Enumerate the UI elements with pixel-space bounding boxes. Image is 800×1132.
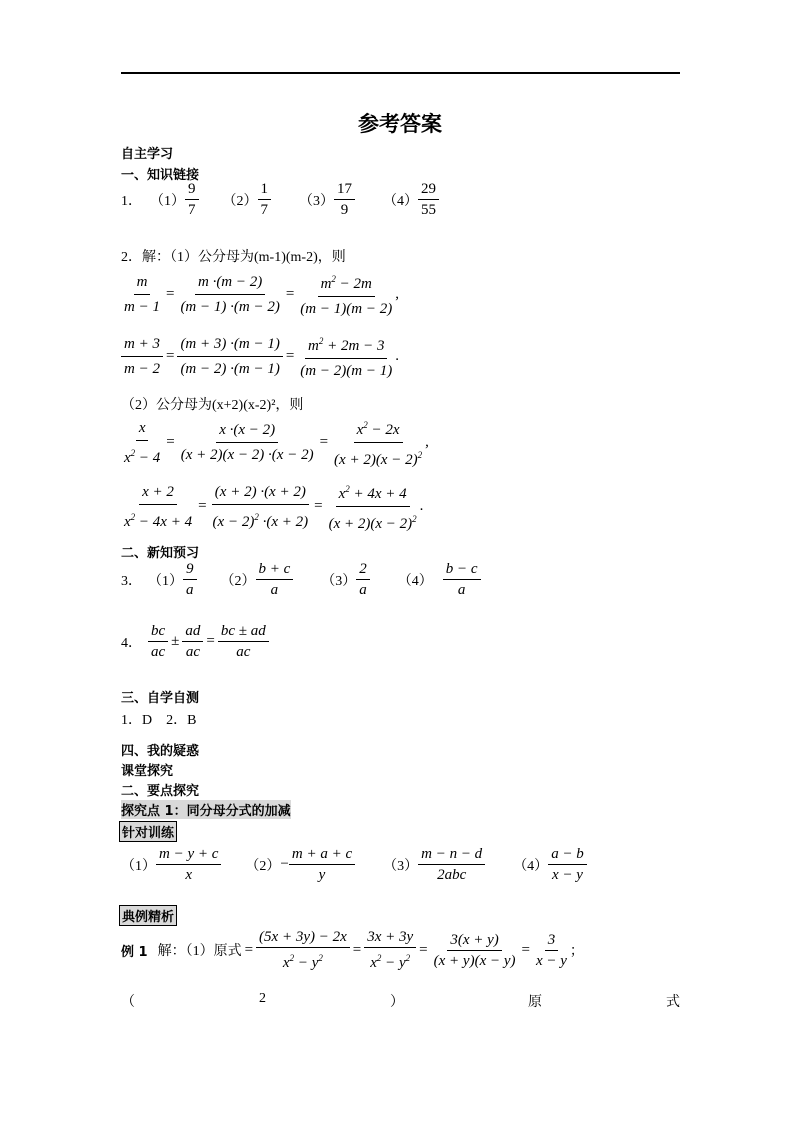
last-line [121,991,680,1011]
q1-row [121,180,439,219]
q2-equation-2: $\frac{m + 3}{m - 2}$ = $\frac{(m + 3) \cdot(m - 1)}{(m - 2) \cdot(m - 1)}$ = $\frac{m^2 + 2m - 3}{(m - 2)(m - 1)}$ . [121,330,399,382]
section-yaodian: 二、要点探究 [121,784,200,799]
drill-sign-2: − [280,856,289,872]
q3-frac-3: $\frac{2}{a}$ [356,560,370,599]
drill-frac-2: $\frac{m + a + c}{y}$ [289,845,355,884]
header-rule [121,72,680,74]
last-line-token: （ [121,995,135,1010]
drill-label-3: （3） [383,858,419,874]
q4-frac-b: $\frac{ad}{ac}$ [182,622,203,661]
q2-intro: 2．解：（1）公分母为(m-1)(m-2)，则 [121,250,346,265]
last-line-token: 原 [528,995,542,1010]
section-yihuo: 四、我的疑惑 [121,744,200,759]
drill-label-2: （2） [245,858,281,874]
section-ketang: 课堂探究 [121,764,174,779]
drill-frac-1: $\frac{m - y + c}{x}$ [156,845,221,884]
q4-number: 4． [121,635,142,651]
q3-label-2: （2） [220,573,256,589]
drill-row [121,845,587,884]
q1-label-1: （1） [150,193,185,209]
q1-frac-4: $\frac{29}{55}$ [418,180,439,219]
q1-frac-2: $\frac{1}{7}$ [258,180,272,219]
q2-equation-4: $\frac{x + 2}{x^2 - 4x + 4}$ = $\frac{(x + 2) \cdot(x + 2)}{(x - 2)^2 \cdot(x + 2)}$ = $\frac{x^2 + 4x + 4}{(x + 2)(x - 2)^2}$ . [121,478,423,535]
q1-frac-1: $\frac{9}{7}$ [185,180,199,219]
q1-label-2: （2） [222,193,258,209]
section-tanjiu1: 探究点 1：同分母分式的加减 [121,800,291,819]
q3-frac-4: $\frac{b - c}{a}$ [443,560,481,599]
q3-label-3: （3） [321,573,357,589]
section-zhishi: 一、知识链接 [121,168,200,183]
q4-eq: = [206,633,215,649]
page-title: 参考答案 [358,112,442,136]
drill-frac-4: $\frac{a - b}{x - y}$ [548,845,587,884]
example-row: 例 1 解：（1）原式 = $\frac{(5x + 3y) - 2x}{x^2 - y^2}$ = $\frac{3x + 3y}{x^2 - y^2}$ = $\frac{3(x + y)}{(x + y)(x - y)}$ = $\frac{3}{x - y}$ ； [121,929,584,971]
q3-frac-1: $\frac{9}{a}$ [183,560,197,599]
q1-label-4: （4） [383,193,418,209]
q4-frac-a: $\frac{bc}{ac}$ [148,622,168,661]
q2-part2-intro: （2）公分母为(x+2)(x-2)²，则 [121,398,304,413]
section-zice: 三、自学自测 [121,691,200,706]
drill-label-1: （1） [121,858,156,874]
section-zhendui: 针对训练 [119,821,177,842]
q3-frac-2: $\frac{b + c}{a}$ [256,560,294,599]
q4-frac-r: $\frac{bc \pm ad}{ac}$ [218,622,269,661]
drill-frac-3: $\frac{m - n - d}{\text{2abc}}$ [418,845,485,884]
section-zizhu: 自主学习 [121,147,174,162]
zice-answers: 1．D 2．B [121,713,197,728]
q4-pm: ± [171,633,180,649]
last-line-token: 2 [259,991,266,1006]
section-xinzhi: 二、新知预习 [121,546,200,561]
q3-label-1: （1） [148,573,183,589]
q4-row [121,622,269,661]
q3-label-4: （4） [397,573,433,589]
q2-equation-3: $\frac{x}{x^2 - 4}$ = $\frac{x \cdot(x - 2)}{(x + 2)(x - 2) \cdot(x - 2)}$ = $\frac{x^2 - 2x}{(x + 2)(x - 2)^2}$ , [121,414,429,471]
example-label: 例 1 [121,944,148,960]
section-dianli: 典例精析 [119,905,177,926]
q2-equation-1: $\frac{m}{m - 1}$ = $\frac{m \cdot(m - 2)}{(m - 1) \cdot(m - 2)}$ = $\frac{m^2 - 2m}{(m - 1)(m - 2)}$ , [121,268,399,320]
last-line-token: 式 [666,995,680,1010]
q1-frac-3: $\frac{17}{9}$ [334,180,355,219]
last-line-token: ） [390,995,404,1010]
q3-row [121,560,481,599]
example-text: 解：（1）原式 [157,944,242,959]
q3-number: 3． [121,573,142,589]
example-tail: ； [569,944,584,959]
drill-label-4: （4） [513,858,549,874]
q1-label-3: （3） [299,193,334,209]
q1-number: 1． [121,193,142,209]
